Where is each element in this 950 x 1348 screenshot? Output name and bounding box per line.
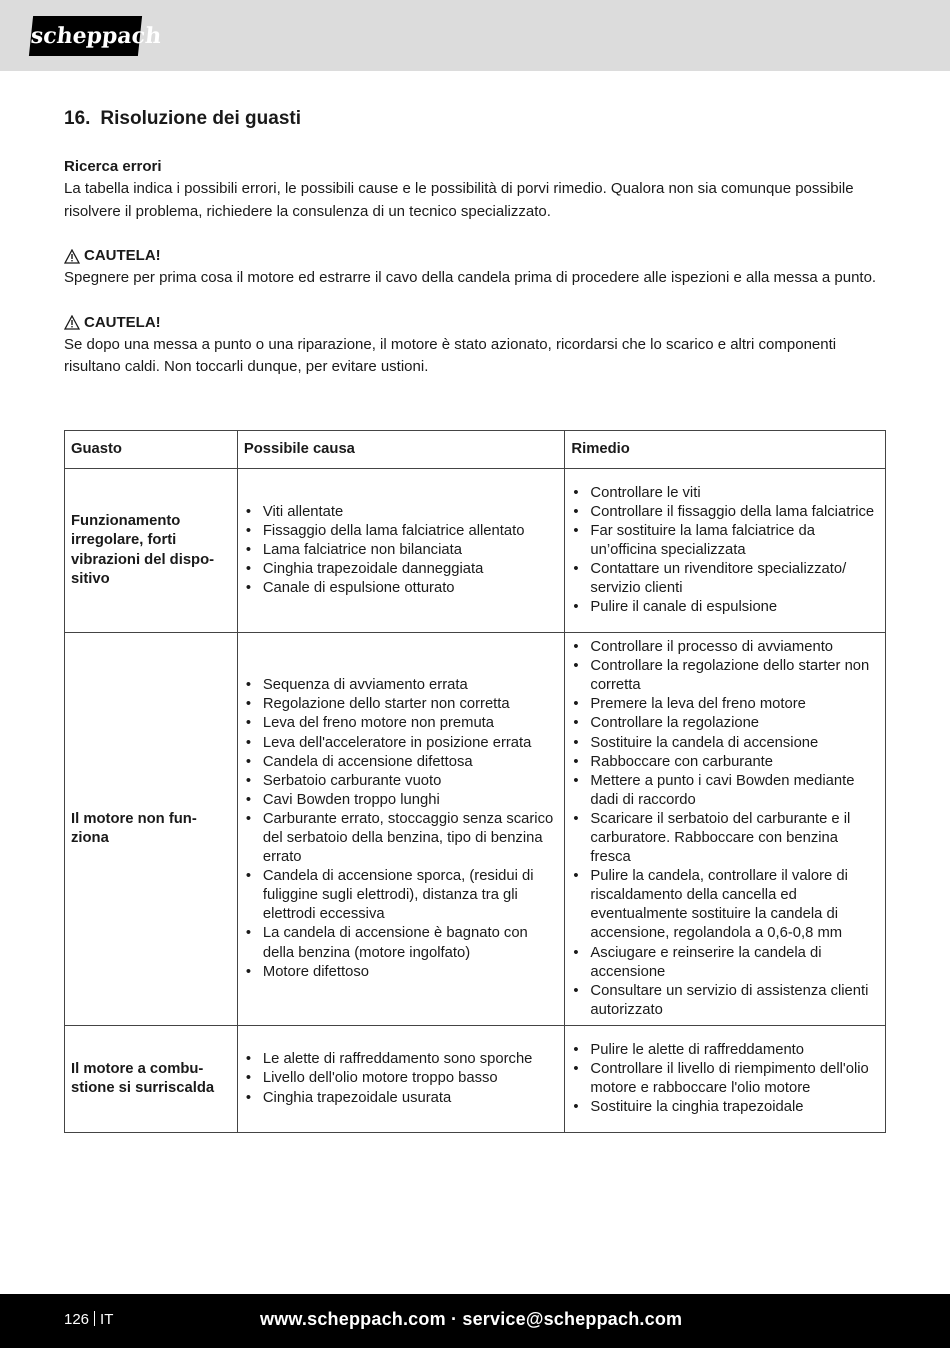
list-item: • Serbatoio carburante vuoto (244, 772, 559, 791)
list-item: • Controllare il processo di avviamento (571, 638, 879, 657)
list-item: • Canale di espulsione otturato (244, 579, 559, 598)
list-item: • Lama falciatrice non bilanciata (244, 541, 559, 560)
column-header-rimedio: Rimedio (565, 431, 886, 469)
list-item: • Viti allentate (244, 503, 559, 522)
intro-heading: Ricerca errori (64, 158, 162, 175)
list-item: • Sostituire la cinghia trapezoidale (571, 1098, 879, 1117)
intro-text: La tabella indica i possibili errori, le possibili cause e le possibilità di porvi rimedio. Qualora non sia comunque possibile risolvere il problema, richiedere la consulenza di un tecnico specializzato. (64, 180, 854, 220)
causes-cell (237, 1026, 565, 1133)
list-item: • Controllare il fissaggio della lama falciatrice (571, 503, 879, 522)
list-item: • Cinghia trapezoidale usurata (244, 1089, 559, 1108)
remedies-list (571, 484, 879, 618)
caution-text-2: Se dopo una messa a punto o una riparazione, il motore è stato azionato, ricordarsi che lo scarico e altri componenti risultano caldi. Non toccarli dunque, per evitare ustioni. (64, 335, 837, 375)
caution-label-1: CAUTELA! (84, 247, 161, 264)
remedies-cell (565, 633, 886, 1026)
caution-heading-2 (64, 312, 886, 334)
column-header-guasto: Guasto (65, 431, 238, 469)
divider (94, 1311, 95, 1326)
column-header-causa: Possibile causa (237, 431, 565, 469)
list-item: • Pulire il canale di espulsione (571, 598, 879, 617)
list-item: • Leva dell'acceleratore in posizione errata (244, 734, 559, 753)
list-item: • Leva del freno motore non premuta (244, 714, 559, 733)
caution-heading-1 (64, 245, 886, 267)
list-item: • Le alette di raffreddamento sono sporche (244, 1050, 559, 1069)
list-item: • Regolazione dello starter non corretta (244, 695, 559, 714)
page-indicator (64, 1310, 113, 1330)
warning-triangle-icon (64, 249, 80, 264)
main-content (64, 108, 886, 379)
list-item: • Scaricare il serbatoio del carburante e il carburatore. Rabboccare con benzina fresca (571, 810, 879, 867)
list-item: • Cavi Bowden troppo lunghi (244, 791, 559, 810)
section-number: 16. (64, 108, 91, 129)
remedies-cell (565, 1026, 886, 1133)
causes-list (244, 1050, 559, 1107)
list-item: • Consultare un servizio di assistenza clienti autorizzato (571, 982, 879, 1020)
list-item: • Sostituire la candela di accensione (571, 734, 879, 753)
caution-label-2: CAUTELA! (84, 313, 161, 331)
list-item: • Far sostituire la lama falciatrice da un’officina specializzata (571, 522, 879, 560)
list-item: • Pulire le alette di raffreddamento (571, 1041, 879, 1060)
list-item: • Premere la leva del freno motore (571, 695, 879, 714)
section-title-text: Risoluzione dei guasti (100, 108, 301, 129)
table-header-row (65, 431, 886, 469)
caution-text-1: Spegnere per prima cosa il motore ed estrarre il cavo della candela prima di procedere alle ispezioni e alla messa a punto. (64, 269, 877, 286)
fault-cell: Il motore non fun-ziona (65, 633, 238, 1026)
list-item: • Mettere a punto i cavi Bowden mediante dadi di raccordo (571, 772, 879, 810)
list-item: • Controllare la regolazione dello starter non corretta (571, 657, 879, 695)
list-item: • La candela di accensione è bagnato con della benzina (motore ingolfato) (244, 924, 559, 962)
section-title (64, 108, 886, 134)
troubleshooting-table (64, 430, 886, 1133)
list-item: • Controllare il livello di riempimento dell'olio motore e rabboccare l'olio motore (571, 1060, 879, 1098)
warning-triangle-icon (64, 315, 80, 330)
header-bar (0, 0, 950, 71)
list-item: • Controllare le viti (571, 484, 879, 503)
list-item: • Sequenza di avviamento errata (244, 676, 559, 695)
footer-contact-links[interactable]: www.scheppach.com · service@scheppach.com (260, 1309, 683, 1329)
remedies-cell (565, 469, 886, 633)
list-item: • Controllare la regolazione (571, 714, 879, 733)
list-item: • Motore difettoso (244, 963, 559, 982)
brand-logo: scheppach (29, 16, 142, 56)
language-code: IT (100, 1311, 114, 1328)
fault-cell: Funzionamento irregolare, forti vibrazioni del dispo-sitivo (65, 469, 238, 633)
table-row (65, 469, 886, 633)
page-number: 126 (64, 1311, 90, 1328)
causes-list (244, 676, 559, 982)
list-item: • Candela di accensione difettosa (244, 753, 559, 772)
list-item: • Contattare un rivenditore specializzato/ servizio clienti (571, 560, 879, 598)
remedies-list (571, 1041, 879, 1117)
fault-cell: Il motore a combu-stione si surriscalda (65, 1026, 238, 1133)
remedies-list (571, 638, 879, 1020)
causes-list (244, 503, 559, 598)
footer-bar (0, 1294, 950, 1348)
list-item: • Pulire la candela, controllare il valore di riscaldamento della cancella ed eventualmente sostituire la candela di accensione, regolandola a 0,6-0,8 mm (571, 867, 879, 943)
list-item: • Carburante errato, stoccaggio senza scarico del serbatoio della benzina, tipo di benzina errato (244, 810, 559, 867)
list-item: • Fissaggio della lama falciatrice allentato (244, 522, 559, 541)
list-item: • Asciugare e reinserire la candela di accensione (571, 944, 879, 982)
causes-cell (237, 469, 565, 633)
list-item: • Candela di accensione sporca, (residui di fuliggine sugli elettrodi), distanza tra gli elettrodi eccessiva (244, 867, 559, 924)
list-item: • Livello dell'olio motore troppo basso (244, 1069, 559, 1088)
list-item: • Rabboccare con carburante (571, 753, 879, 772)
table-row (65, 1026, 886, 1133)
table-row (65, 633, 886, 1026)
list-item: • Cinghia trapezoidale danneggiata (244, 560, 559, 579)
causes-cell (237, 633, 565, 1026)
